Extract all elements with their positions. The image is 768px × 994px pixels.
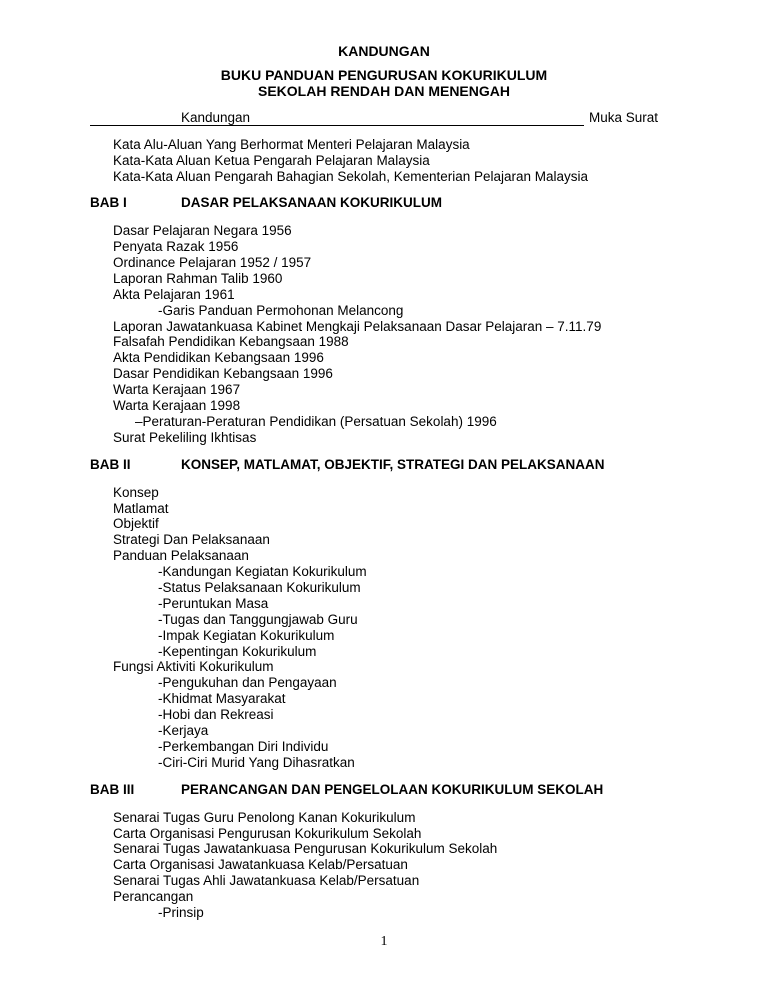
toc-item: Warta Kerajaan 1998	[113, 398, 241, 413]
chapter-code: BAB I	[90, 195, 127, 210]
toc-item: Dasar Pendidikan Kebangsaan 1996	[113, 366, 333, 381]
chapter-code: BAB II	[90, 457, 131, 472]
toc-item: Senarai Tugas Jawatankuasa Pengurusan Kokurikulum Sekolah	[113, 841, 498, 856]
toc-subitem: -Garis Panduan Permohonan Melancong	[158, 303, 404, 318]
toc-item: Falsafah Pendidikan Kebangsaan 1988	[113, 334, 349, 349]
toc-item: Konsep	[113, 485, 159, 500]
toc-item: Kata-Kata Aluan Pengarah Bahagian Sekolah, Kementerian Pelajaran Malaysia	[113, 169, 589, 184]
toc-item: Senarai Tugas Ahli Jawatankuasa Kelab/Persatuan	[113, 873, 420, 888]
page-label: Muka Surat	[588, 110, 658, 125]
toc-subitem: -Prinsip	[158, 905, 204, 920]
toc-subitem: -Status Pelaksanaan Kokurikulum	[158, 580, 361, 595]
contents-label: Kandungan	[181, 110, 251, 125]
toc-subitem: -Pengukuhan dan Pengayaan	[158, 675, 337, 690]
toc-item: Surat Pekeliling Ikhtisas	[113, 430, 257, 445]
toc-subitem: -Peruntukan Masa	[158, 596, 269, 611]
toc-item: Kata-Kata Aluan Ketua Pengarah Pelajaran Malaysia	[113, 153, 430, 168]
toc-subitem: -Ciri-Ciri Murid Yang Dihasratkan	[158, 755, 355, 770]
toc-subitem: -Perkembangan Diri Individu	[158, 739, 329, 754]
toc-item: Kata Alu-Aluan Yang Berhormat Menteri Pelajaran Malaysia	[113, 137, 470, 152]
toc-item: Objektif	[113, 516, 159, 531]
chapter-title: PERANCANGAN DAN PENGELOLAAN KOKURIKULUM SEKOLAH	[181, 782, 604, 797]
toc-subitem: –Peraturan-Peraturan Pendidikan (Persatuan Sekolah) 1996	[135, 414, 497, 429]
document-subtitle-2: SEKOLAH RENDAH DAN MENENGAH	[257, 83, 510, 99]
toc-subitem: -Tugas dan Tanggungjawab Guru	[158, 612, 358, 627]
toc-item: Fungsi Aktiviti Kokurikulum	[113, 659, 274, 674]
toc-item: Perancangan	[113, 889, 194, 904]
toc-item: Ordinance Pelajaran 1952 / 1957	[113, 255, 312, 270]
toc-item: Strategi Dan Pelaksanaan	[113, 532, 270, 547]
page-number: 1	[380, 934, 388, 949]
toc-item: Akta Pendidikan Kebangsaan 1996	[113, 350, 324, 365]
toc-subitem: -Impak Kegiatan Kokurikulum	[158, 628, 335, 643]
toc-item: Carta Organisasi Jawatankuasa Kelab/Persatuan	[113, 857, 408, 872]
toc-subitem: -Kandungan Kegiatan Kokurikulum	[158, 564, 367, 579]
toc-item: Dasar Pelajaran Negara 1956	[113, 223, 292, 238]
chapter-code: BAB III	[90, 782, 135, 797]
toc-item: Panduan Pelaksanaan	[113, 548, 249, 563]
toc-item: Laporan Jawatankuasa Kabinet Mengkaji Pelaksanaan Dasar Pelajaran – 7.11.79	[113, 319, 602, 334]
toc-subitem: -Kerjaya	[158, 723, 209, 738]
toc-subitem: -Hobi dan Rekreasi	[158, 707, 274, 722]
chapter-title: DASAR PELAKSANAAN KOKURIKULUM	[181, 195, 442, 210]
document-subtitle: BUKU PANDUAN PENGURUSAN KOKURIKULUM	[220, 67, 548, 83]
toc-subitem: -Kepentingan Kokurikulum	[158, 644, 317, 659]
toc-subitem: -Khidmat Masyarakat	[158, 691, 286, 706]
contents-header	[90, 110, 658, 126]
toc-item: Warta Kerajaan 1967	[113, 382, 241, 397]
toc-item: Laporan Rahman Talib 1960	[113, 271, 283, 286]
header-underline	[90, 125, 584, 126]
chapter-title: KONSEP, MATLAMAT, OBJEKTIF, STRATEGI DAN PELAKSANAAN	[181, 457, 605, 472]
toc-item: Penyata Razak 1956	[113, 239, 239, 254]
toc-item: Senarai Tugas Guru Penolong Kanan Kokurikulum	[113, 810, 416, 825]
toc-item: Akta Pelajaran 1961	[113, 287, 235, 302]
page-title: KANDUNGAN	[338, 43, 430, 59]
toc-item: Matlamat	[113, 501, 169, 516]
toc-item: Carta Organisasi Pengurusan Kokurikulum Sekolah	[113, 826, 422, 841]
